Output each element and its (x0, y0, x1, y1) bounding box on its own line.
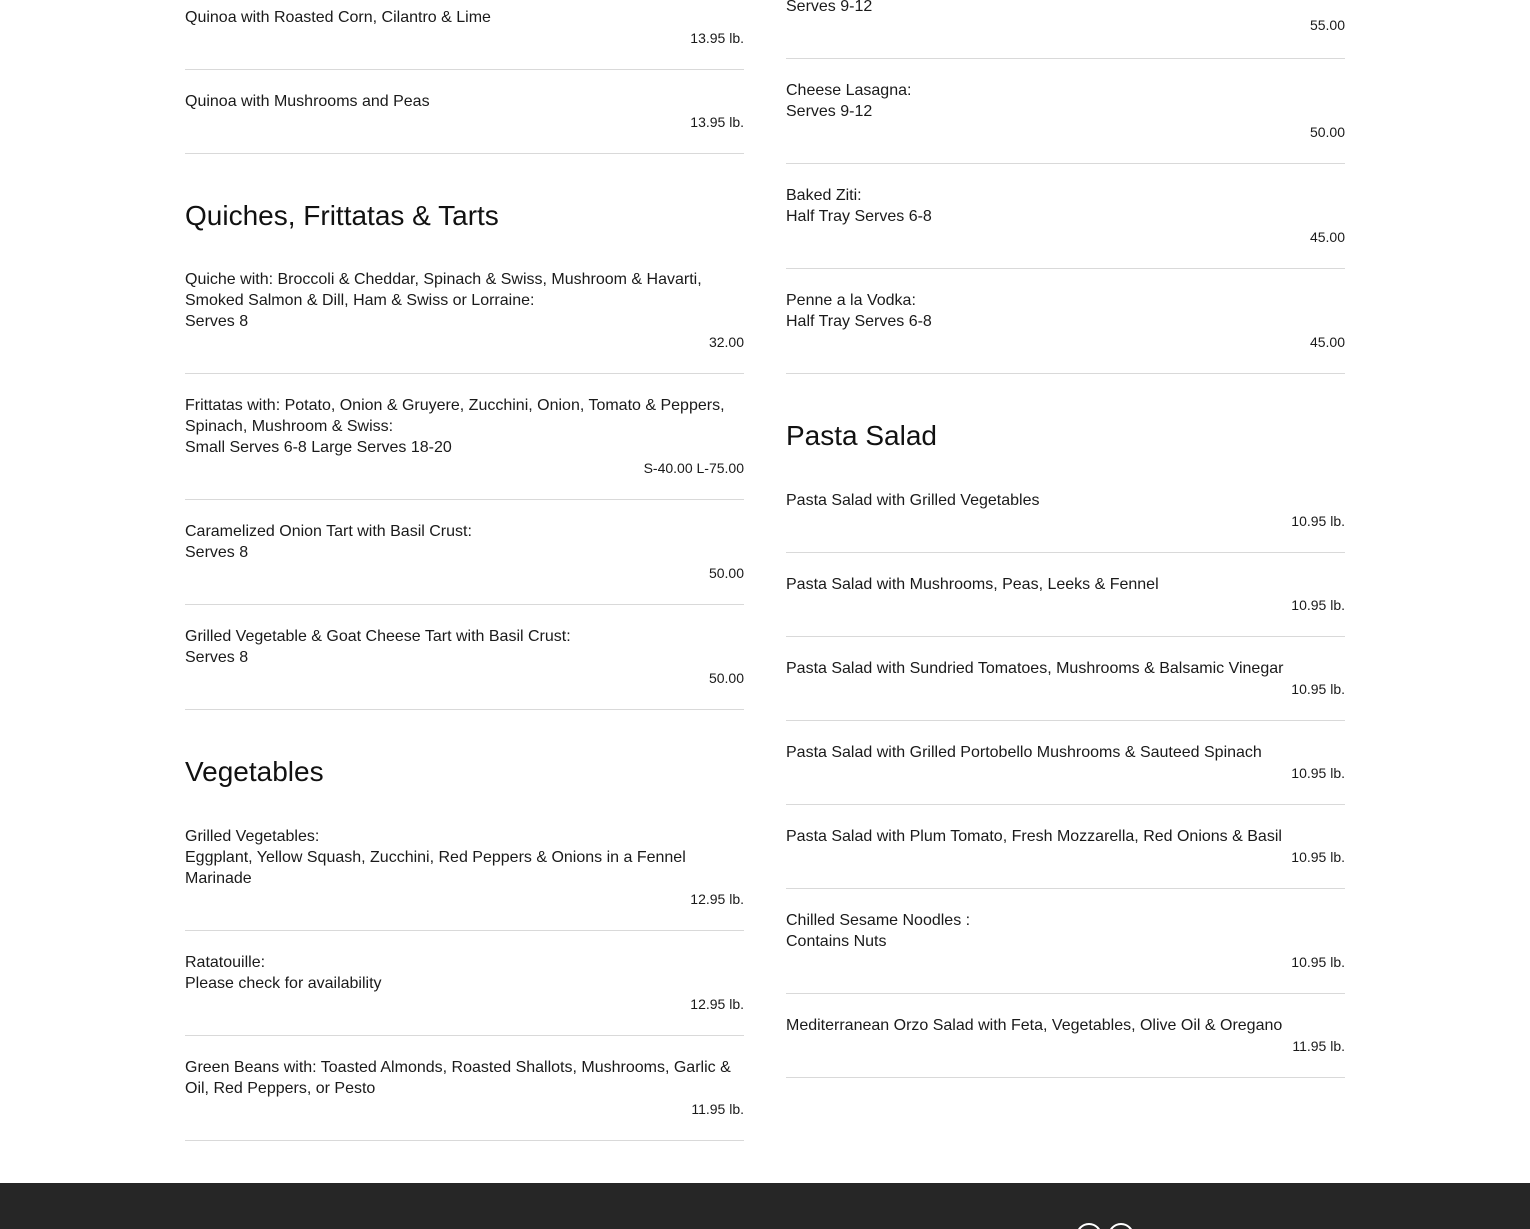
menu-item-name: Caramelized Onion Tart with Basil Crust: Serves 8 (185, 523, 472, 561)
menu-item-price: 13.95 lb. (690, 30, 744, 46)
menu-item-price: 11.95 lb. (1292, 1038, 1345, 1054)
menu-item-name: Quinoa with Roasted Corn, Cilantro & Lime (185, 9, 491, 26)
section-title-quiches: Quiches, Frittatas & Tarts (185, 200, 499, 231)
menu-item-price: 10.95 lb. (1291, 954, 1345, 970)
menu-item (185, 248, 744, 374)
menu-item-price: 10.95 lb. (1291, 765, 1345, 781)
menu-item-name: Pasta Salad with Sundried Tomatoes, Mushrooms & Balsamic Vinegar (786, 660, 1284, 677)
menu-item-name: Pasta Salad with Plum Tomato, Fresh Mozzarella, Red Onions & Basil (786, 828, 1282, 845)
menu-item (786, 994, 1345, 1078)
menu-item (185, 805, 744, 931)
menu-item-name: Baked Ziti: Half Tray Serves 6-8 (786, 187, 932, 225)
menu-item-name: Ratatouille: Please check for availability (185, 954, 382, 992)
menu-item (185, 1036, 744, 1141)
menu-item (786, 553, 1345, 637)
menu-item-name: Pasta Salad with Mushrooms, Peas, Leeks & Fennel (786, 576, 1159, 593)
menu-item (185, 931, 744, 1036)
social-circle-icon[interactable] (1108, 1223, 1134, 1229)
menu-item-price: 10.95 lb. (1291, 597, 1345, 613)
menu-item-name: Grilled Vegetables: Eggplant, Yellow Squash, Zucchini, Red Peppers & Onions in a Fennel Marinade (185, 828, 686, 887)
menu-item-name: Serves 9-12 (786, 0, 873, 15)
menu-item (185, 500, 744, 605)
menu-item-name: Green Beans with: Toasted Almonds, Roasted Shallots, Mushrooms, Garlic & Oil, Red Peppers, or Pesto (185, 1059, 731, 1097)
menu-item (786, 164, 1345, 269)
section-title-pasta-salad: Pasta Salad (786, 420, 937, 451)
menu-item-price: 45.00 (1309, 334, 1345, 350)
menu-item-price: S-40.00 L-75.00 (643, 460, 744, 476)
menu-item-price: 10.95 lb. (1291, 849, 1345, 865)
menu-item-name: Cheese Lasagna: Serves 9-12 (786, 82, 912, 120)
menu-item (185, 70, 744, 154)
menu-item-name: Frittatas with: Potato, Onion & Gruyere, Zucchini, Onion, Tomato & Peppers, Spinach, Mushroom & Swiss: Small Serves 6-8 Large Serves 18-20 (185, 397, 725, 456)
menu-item (786, 0, 1345, 59)
social-circle-icon[interactable] (1076, 1223, 1102, 1229)
menu-item-price: 50.00 (708, 565, 744, 581)
section-title-vegetables: Vegetables (185, 756, 324, 787)
menu-item-name: Chilled Sesame Noodles : Contains Nuts (786, 912, 971, 950)
menu-item-price: 11.95 lb. (691, 1101, 744, 1117)
menu-item (185, 0, 744, 70)
menu-item-price: 12.95 lb. (690, 891, 744, 907)
menu-item-name: Pasta Salad with Grilled Portobello Mushrooms & Sauteed Spinach (786, 744, 1262, 761)
menu-item-price: 32.00 (708, 334, 744, 350)
menu-item-name: Quiche with: Broccoli & Cheddar, Spinach & Swiss, Mushroom & Havarti, Smoked Salmon & Dill, Ham & Swiss or Lorraine: Serves 8 (185, 271, 702, 330)
menu-item (786, 59, 1345, 164)
site-footer (0, 1183, 1530, 1229)
menu-item-name: Pasta Salad with Grilled Vegetables (786, 492, 1040, 509)
menu-item-price: 10.95 lb. (1291, 513, 1345, 529)
menu-item-price: 45.00 (1309, 229, 1345, 245)
menu-item (185, 374, 744, 500)
menu-item-price: 50.00 (1309, 124, 1345, 140)
menu-item (786, 269, 1345, 374)
menu-item (786, 637, 1345, 721)
menu-item-name: Grilled Vegetable & Goat Cheese Tart with Basil Crust: Serves 8 (185, 628, 571, 666)
menu-item (185, 605, 744, 710)
menu-item-name: Mediterranean Orzo Salad with Feta, Vegetables, Olive Oil & Oregano (786, 1017, 1283, 1034)
menu-item (786, 805, 1345, 889)
menu-item-price: 12.95 lb. (690, 996, 744, 1012)
menu-item-price: 55.00 (1309, 17, 1345, 33)
menu-item-price: 10.95 lb. (1291, 681, 1345, 697)
menu-item-price: 13.95 lb. (690, 114, 744, 130)
menu-item-price: 50.00 (708, 670, 744, 686)
menu-item-name: Quinoa with Mushrooms and Peas (185, 93, 430, 110)
menu-item (786, 889, 1345, 994)
menu-item (786, 469, 1345, 553)
menu-item-name: Penne a la Vodka: Half Tray Serves 6-8 (786, 292, 932, 330)
menu-item (786, 721, 1345, 805)
